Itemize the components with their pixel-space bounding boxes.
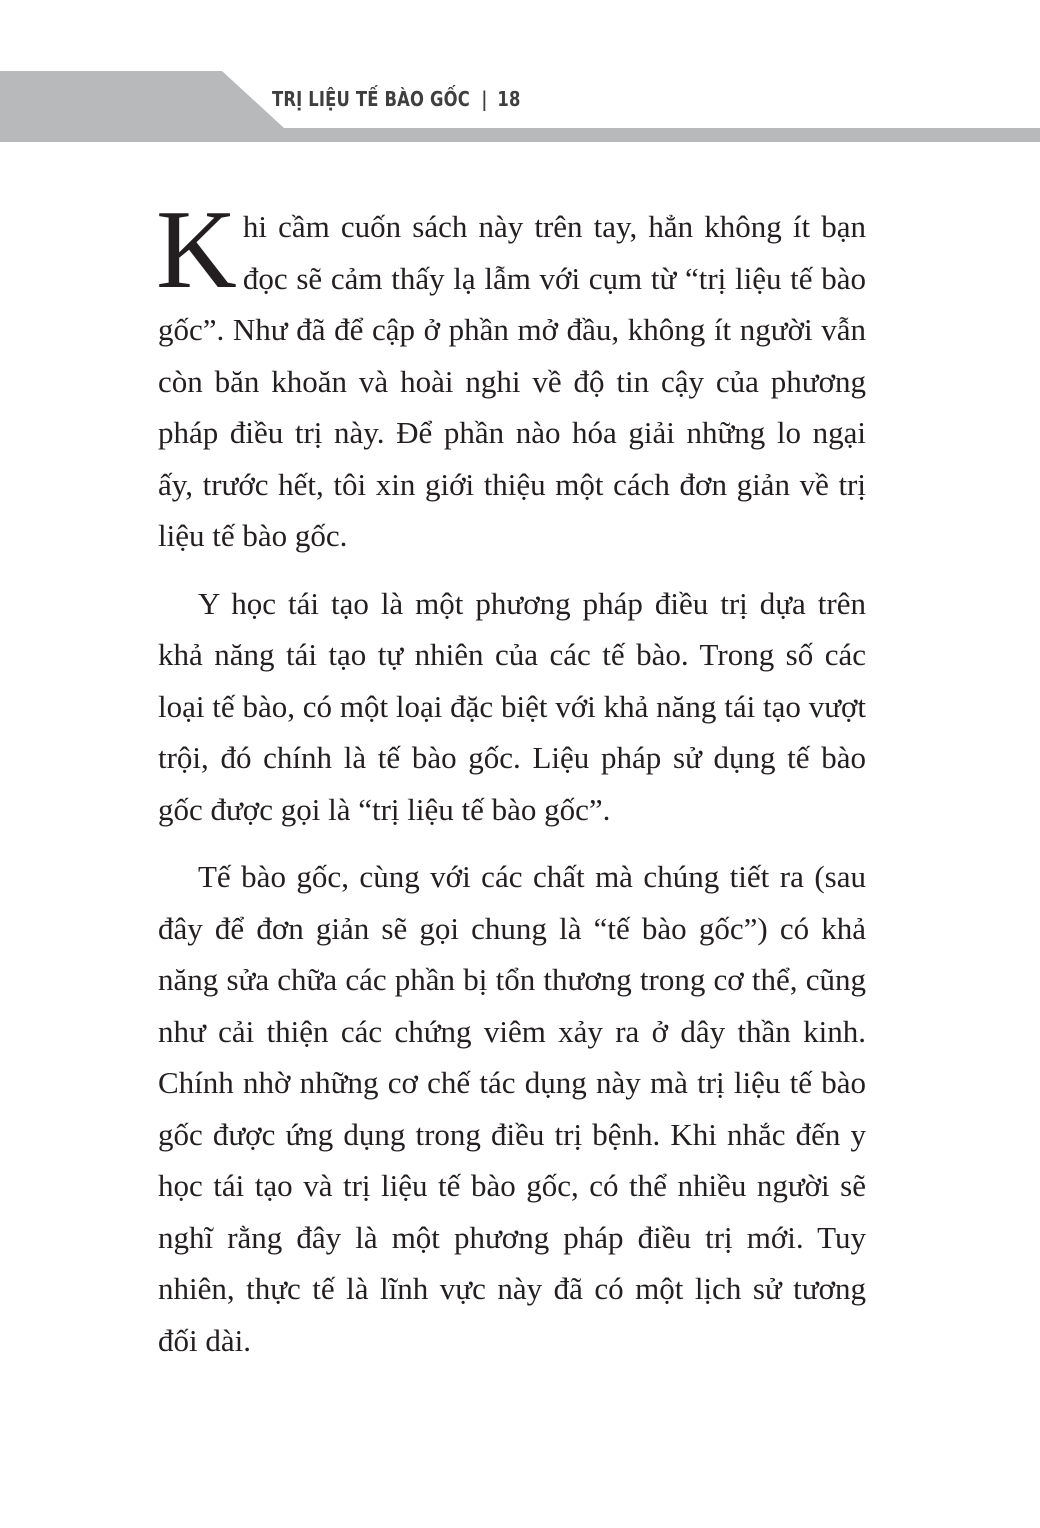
drop-cap: K bbox=[156, 188, 237, 312]
header-separator: | bbox=[481, 87, 488, 111]
book-title: TRỊ LIỆU TẾ BÀO GỐC bbox=[272, 87, 470, 111]
running-title bbox=[272, 87, 521, 111]
page-body bbox=[156, 188, 866, 1382]
paragraph-2: Y học tái tạo là một phương pháp điều trị dựa trên khả năng tái tạo tự nhiên của các tế bào. Trong số các loại tế bào, có một loại đặc biệt với khả năng tái tạo vượt trội, đó chính là tế bào gốc. Liệu pháp sử dụng tế bào gốc được gọi là “trị liệu tế bào gốc”. bbox=[158, 585, 866, 827]
header-band bbox=[0, 0, 1040, 150]
paragraph-1-text: hi cầm cuốn sách này trên tay, hẳn không ít bạn đọc sẽ cảm thấy lạ lẫm với cụm từ “trị liệu tế bào gốc”. Như đã để cập ở phần mở đầu, không ít người vẫn còn băn khoăn và hoài nghi về độ tin cậy của phương pháp điều trị này. Để phần nào hóa giải những lo ngại ấy, trước hết, tôi xin giới thiệu một cách đơn giản về trị liệu tế bào gốc. bbox=[158, 209, 866, 553]
paragraph-3: Tế bào gốc, cùng với các chất mà chúng tiết ra (sau đây để đơn giản sẽ gọi chung là “tế bào gốc”) có khả năng sửa chữa các phần bị tổn thương trong cơ thể, cũng như cải thiện các chứng viêm xảy ra ở dây thần kinh. Chính nhờ những cơ chế tác dụng này mà trị liệu tế bào gốc được ứng dụng trong điều trị bệnh. Khi nhắc đến y học tái tạo và trị liệu tế bào gốc, có thể nhiều người sẽ nghĩ rằng đây là một phương pháp điều trị mới. Tuy nhiên, thực tế là lĩnh vực này đã có một lịch sử tương đối dài. bbox=[158, 859, 866, 1358]
running-header bbox=[0, 0, 1040, 150]
paragraph-1 bbox=[156, 188, 866, 562]
page-number: 18 bbox=[497, 87, 521, 111]
